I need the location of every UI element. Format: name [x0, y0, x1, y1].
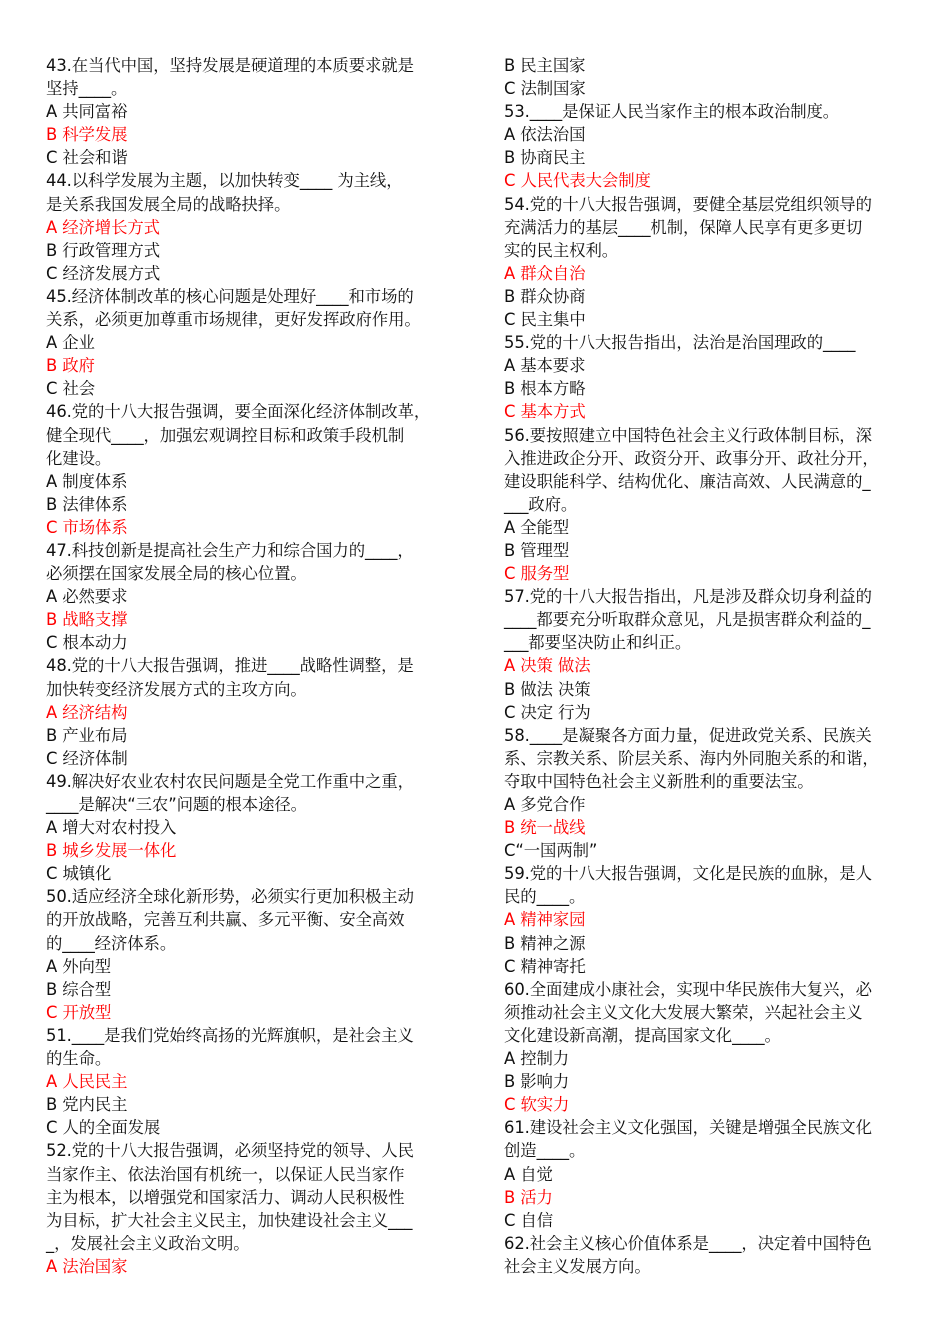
question-text-line: 62.社会主义核心价值体系是____，决定着中国特色 — [504, 1233, 872, 1253]
question-text-line: B 影响力 — [504, 1072, 570, 1092]
question-text-line: 入推进政企分开、政资分开、政事分开、政社分开， — [504, 448, 879, 468]
question-text-line: C 经济体制 — [46, 748, 128, 768]
question-text-line: _，发展社会主义政治文明。 — [46, 1233, 250, 1253]
question-text-line: A 共同富裕 — [46, 102, 128, 122]
question-text-line: B 管理型 — [504, 540, 570, 560]
question-text-line: 系、宗教关系、阶层关系、海内外同胞关系的和谐， — [504, 748, 879, 768]
correct-answer-line: A 法治国家 — [46, 1256, 128, 1276]
question-text-line: 47.科技创新是提高社会生产力和综合国力的____， — [46, 540, 414, 560]
correct-answer-line: B 统一战线 — [504, 818, 586, 838]
question-text-line: A 制度体系 — [46, 471, 128, 491]
correct-answer-line: B 政府 — [46, 356, 95, 376]
question-text-line: 为目标，扩大社会主义民主，加快建设社会主义___ — [46, 1210, 413, 1230]
question-text-line: ____是解决“三农”问题的根本途径。 — [46, 795, 307, 814]
question-text-line: B 做法 决策 — [504, 679, 591, 699]
question-text-line: A 自觉 — [504, 1164, 553, 1184]
question-text-line: 61.建设社会主义文化强国，关键是增强全民族文化 — [504, 1118, 872, 1138]
question-text-line: ____都要充分听取群众意见，凡是损害群众利益的_ — [504, 610, 871, 630]
question-text-line: 56.要按照建立中国特色社会主义行政体制目标，深 — [504, 425, 872, 445]
question-text-line: 是关系我国发展全局的战略抉择。 — [46, 194, 291, 214]
question-text-line: C 民主集中 — [504, 310, 586, 330]
question-text-line: 54.党的十八大报告强调，要健全基层党组织领导的 — [504, 194, 872, 214]
question-text-line: 52.党的十八大报告强调，必须坚持党的领导、人民 — [46, 1141, 414, 1161]
question-text-line: A 依法治国 — [504, 125, 586, 145]
question-text-line: 必须摆在国家发展全局的核心位置。 — [46, 564, 307, 584]
question-text-line: C 社会和谐 — [46, 148, 128, 168]
question-text-line: A 企业 — [46, 333, 95, 353]
correct-answer-line: A 群众自治 — [504, 263, 586, 283]
question-text-line: B 综合型 — [46, 979, 112, 999]
correct-answer-line: B 科学发展 — [46, 125, 128, 145]
question-text-line: 的____经济体系。 — [46, 933, 177, 953]
question-text-line: 60.全面建成小康社会，实现中华民族伟大复兴，必 — [504, 979, 872, 999]
question-text-line: C 人的全面发展 — [46, 1118, 161, 1138]
question-text-line: 须推动社会主义文化大发展大繁荣，兴起社会主义 — [504, 1002, 863, 1022]
question-text-line: 57.党的十八大报告指出，凡是涉及群众切身利益的 — [504, 587, 872, 607]
correct-answer-line: A 经济结构 — [46, 702, 128, 722]
question-text-line: B 群众协商 — [504, 286, 586, 306]
question-text-line: 夺取中国特色社会主义新胜利的重要法宝。 — [504, 771, 814, 791]
correct-answer-line: C 人民代表大会制度 — [504, 171, 651, 191]
question-text-line: 59.党的十八大报告强调，文化是民族的血脉，是人 — [504, 864, 872, 884]
correct-answer-line: B 城乡发展一体化 — [46, 841, 177, 861]
correct-answer-line: A 经济增长方式 — [46, 217, 160, 237]
question-text-line: 58.____是凝聚各方面力量，促进政党关系、民族关 — [504, 725, 872, 745]
correct-answer-line: C 基本方式 — [504, 402, 586, 422]
question-text-line: 45.经济体制改革的核心问题是处理好____和市场的 — [46, 286, 414, 306]
question-text-line: B 党内民主 — [46, 1095, 128, 1115]
correct-answer-line: B 活力 — [504, 1187, 553, 1207]
question-text-line: B 根本方略 — [504, 379, 586, 399]
question-text-line: 文化建设新高潮，提高国家文化____。 — [504, 1025, 781, 1045]
question-text-line: A 增大对农村投入 — [46, 818, 177, 838]
question-text-line: 43.在当代中国，坚持发展是硬道理的本质要求就是 — [46, 56, 414, 75]
question-text-line: C“一国两制” — [504, 841, 598, 861]
question-text-line: C 精神寄托 — [504, 956, 586, 976]
question-text-line: C 根本动力 — [46, 633, 128, 653]
question-text-line: ___都要坚决防止和纠正。 — [504, 633, 692, 653]
left-column — [46, 54, 450, 1278]
right-column — [504, 54, 906, 1278]
question-text-line: C 社会 — [46, 379, 96, 399]
question-text-line: 充满活力的基层____机制，保障人民享有更多更切 — [504, 217, 863, 237]
question-text-line: B 法律体系 — [46, 494, 128, 514]
question-text-line: 实的民主权利。 — [504, 240, 619, 260]
correct-answer-line: C 服务型 — [504, 564, 570, 584]
question-text-line: C 自信 — [504, 1210, 554, 1230]
question-text-line: 化建设。 — [46, 448, 112, 468]
question-text-line: A 基本要求 — [504, 356, 586, 376]
question-text-line: 建设职能科学、结构优化、廉洁高效、人民满意的_ — [504, 471, 871, 491]
question-text-line: 48.党的十八大报告强调，推进____战略性调整，是 — [46, 656, 414, 676]
question-text-line: C 决定 行为 — [504, 702, 591, 722]
question-text-line: 的开放战略，完善互利共赢、多元平衡、安全高效 — [46, 910, 405, 930]
correct-answer-line: C 市场体系 — [46, 517, 128, 537]
question-text-line: 55.党的十八大报告指出，法治是治国理政的____ — [504, 333, 856, 353]
correct-answer-line: C 软实力 — [504, 1095, 570, 1115]
question-text-line: C 城镇化 — [46, 864, 112, 884]
question-text-line: 关系，必须更加尊重市场规律，更好发挥政府作用。 — [46, 310, 421, 330]
correct-answer-line: C 开放型 — [46, 1002, 112, 1022]
question-text-line: 53.____是保证人民当家作主的根本政治制度。 — [504, 102, 840, 122]
question-text-line: C 经济发展方式 — [46, 263, 161, 283]
question-text-line: B 协商民主 — [504, 148, 586, 168]
question-text-line: 坚持____。 — [46, 79, 128, 99]
question-text-line: 的生命。 — [46, 1049, 112, 1069]
question-text-line: A 多党合作 — [504, 795, 586, 814]
question-text-line: 主为根本，以增强党和国家活力、调动人民积极性 — [46, 1187, 405, 1207]
question-text-line: B 民主国家 — [504, 56, 586, 75]
correct-answer-line: A 精神家园 — [504, 910, 586, 930]
question-text-line: 健全现代____，加强宏观调控目标和政策手段机制 — [46, 425, 405, 445]
question-text-line: A 必然要求 — [46, 587, 128, 607]
question-text-line: 49.解决好农业农村农民问题是全党工作重中之重， — [46, 771, 414, 791]
correct-answer-line: A 决策 做法 — [504, 656, 591, 676]
question-text-line: 社会主义发展方向。 — [504, 1256, 651, 1276]
question-text-line: 44.以科学发展为主题，以加快转变____ 为主线， — [46, 171, 403, 191]
question-text-line: 加快转变经济发展方式的主攻方向。 — [46, 679, 307, 699]
question-text-line: C 法制国家 — [504, 79, 586, 99]
question-text-line: B 精神之源 — [504, 933, 586, 953]
question-text-line: 创造____。 — [504, 1141, 586, 1161]
correct-answer-line: A 人民民主 — [46, 1072, 128, 1092]
question-text-line: ___政府。 — [504, 494, 578, 514]
question-text-line: 民的____。 — [504, 887, 586, 907]
question-text-line: A 控制力 — [504, 1049, 570, 1069]
question-text-line: 当家作主、依法治国有机统一，以保证人民当家作 — [46, 1164, 405, 1184]
question-text-line: B 产业布局 — [46, 725, 128, 745]
correct-answer-line: B 战略支撑 — [46, 610, 128, 630]
question-text-line: 50.适应经济全球化新形势，必须实行更加积极主动 — [46, 887, 414, 907]
question-text-line: 51.____是我们党始终高扬的光辉旗帜，是社会主义 — [46, 1025, 414, 1045]
question-text-line: A 外向型 — [46, 956, 112, 976]
question-text-line: B 行政管理方式 — [46, 240, 160, 260]
question-text-line: A 全能型 — [504, 517, 570, 537]
question-text-line: 46.党的十八大报告强调，要全面深化经济体制改革， — [46, 402, 431, 422]
